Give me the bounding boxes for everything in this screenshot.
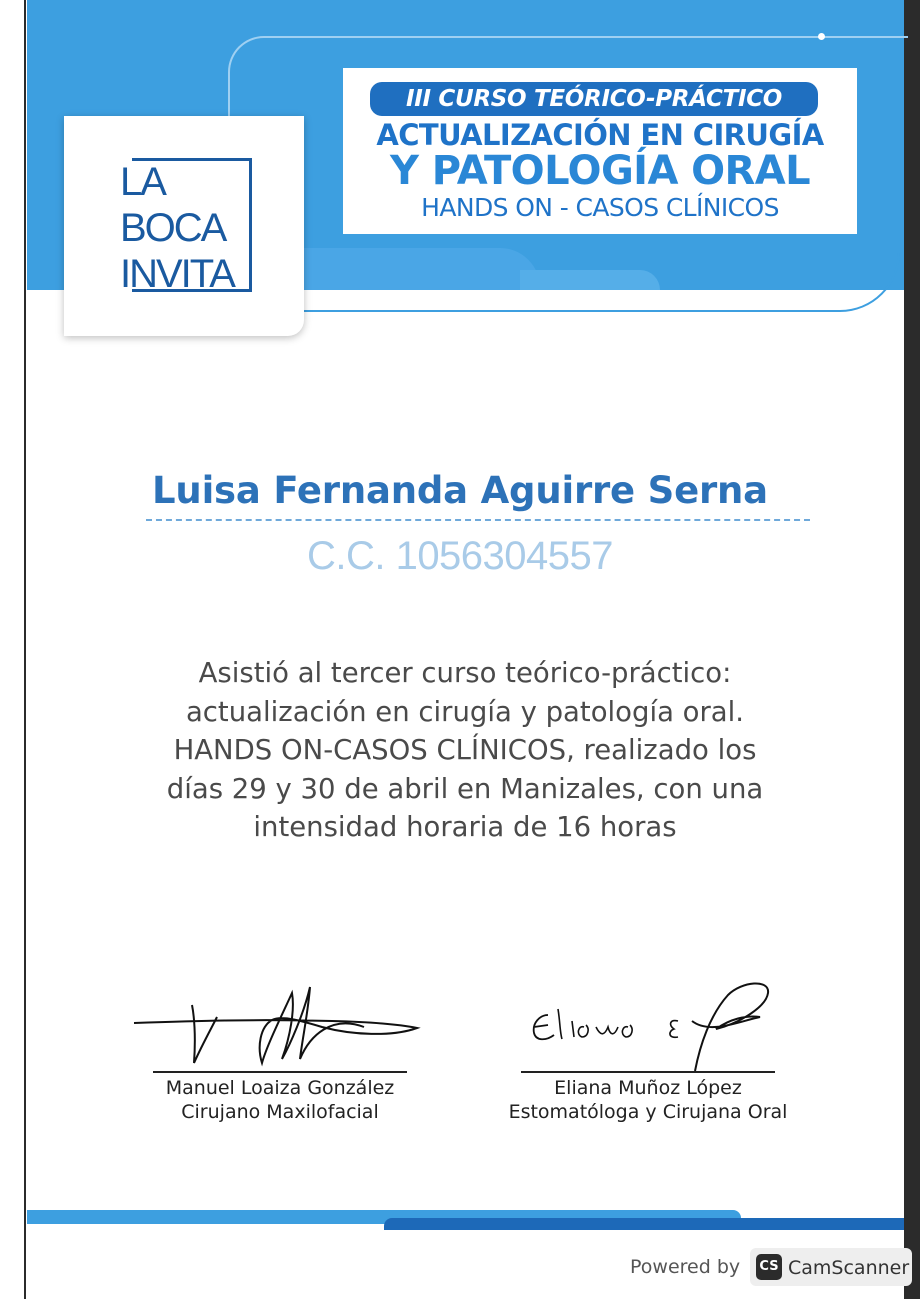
signer-name: Eliana Muñoz López <box>554 1077 742 1099</box>
signer-name: Manuel Loaiza González <box>165 1077 395 1099</box>
name-underline <box>146 519 810 521</box>
certificate-body <box>100 654 830 847</box>
course-title-line: Y PATOLOGÍA ORAL <box>390 148 810 194</box>
logo-word: INVITA <box>120 252 234 296</box>
recipient-name: Luisa Fernanda Aguirre Serna <box>152 469 768 512</box>
course-edition-pill: III CURSO TEÓRICO-PRÁCTICO <box>370 82 818 116</box>
signer-title: Cirujano Maxilofacial <box>181 1101 379 1123</box>
header-outline-bottom <box>300 250 900 312</box>
signature-line <box>153 1071 407 1073</box>
footer-bar-dark <box>384 1218 904 1230</box>
body-line: días 29 y 30 de abril en Manizales, con una <box>166 772 764 805</box>
logo-word: LA <box>120 160 165 204</box>
camscanner-icon: CS <box>756 1254 782 1280</box>
signature-eliana <box>520 975 790 1073</box>
powered-by-label: Powered by <box>630 1256 741 1278</box>
signer-title: Estomatóloga y Cirujana Oral <box>508 1101 788 1123</box>
body-line: Asistió al tercer curso teórico-práctico: <box>198 657 732 689</box>
course-subtitle: HANDS ON - CASOS CLÍNICOS <box>421 193 779 222</box>
course-title-line: ACTUALIZACIÓN EN CIRUGÍA <box>376 118 824 152</box>
signature-line <box>521 1071 775 1073</box>
body-line: actualización en cirugía y patología oral. <box>185 695 745 728</box>
recipient-id: C.C. 1056304557 <box>306 534 614 578</box>
scan-edge-left <box>0 0 26 1299</box>
logo-word: BOCA <box>120 206 226 250</box>
header-dot <box>818 33 825 40</box>
signature-manuel <box>132 975 432 1073</box>
camscanner-brand: CamScanner <box>788 1257 910 1279</box>
body-line: HANDS ON-CASOS CLÍNICOS, realizado los <box>173 734 757 766</box>
body-line: intensidad horaria de 16 horas <box>253 811 677 843</box>
